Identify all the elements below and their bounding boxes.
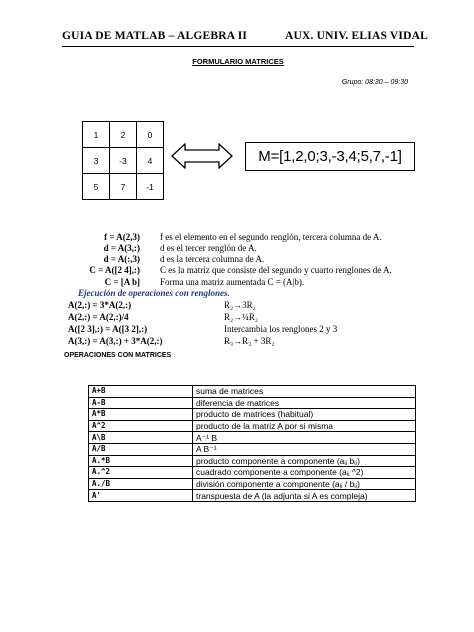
table-row (89, 420, 416, 432)
op-symbol: A^2 (89, 420, 193, 432)
index-desc: d es el tercer renglón de A. (160, 243, 257, 253)
matrix-cell: 0 (137, 122, 164, 148)
table-row (89, 432, 416, 444)
op-symbol: A/B (89, 443, 193, 455)
operations-table (88, 385, 416, 502)
rowop-code: A(2,:) = 3*A(2,:) (68, 300, 132, 310)
matrix-cell: 3 (83, 148, 110, 174)
op-desc: división componente a componente (aᵢⱼ / bᵢⱼ) (193, 478, 416, 490)
op-desc: diferencia de matrices (193, 397, 416, 409)
index-code: C = A([2 4],:) (89, 265, 140, 275)
header-right: AUX. UNIV. ELIAS VIDAL (285, 30, 428, 42)
operations-heading: OPERACIONES CON MATRICES (64, 352, 172, 359)
rowop-code: A([2 3],:) = A([3 2],:) (68, 324, 148, 334)
group-schedule: Grupo: 08:30 – 09:30 (341, 79, 408, 86)
index-desc: C es la matriz que consiste del segundo y cuarto renglones de A. (160, 265, 392, 275)
op-desc: producto de matrices (habitual) (193, 409, 416, 421)
op-symbol: A\B (89, 432, 193, 444)
matrix-cell: 1 (83, 122, 110, 148)
matrix-cell: 2 (110, 122, 137, 148)
matrix-cell: -3 (110, 148, 137, 174)
op-desc: cuadrado componente a componente (aᵢⱼ ^2) (193, 467, 416, 479)
op-symbol: A' (89, 490, 193, 502)
rowop-code: A(3,:) = A(3,:) + 3*A(2,:) (68, 336, 163, 346)
matrix-grid (82, 121, 164, 200)
rowop-code: A(2,:) = A(2,:)/4 (68, 312, 129, 322)
op-desc: A B⁻¹ (193, 443, 416, 455)
index-code: d = A(:,3) (103, 254, 140, 264)
matrix-cell: -1 (137, 174, 164, 200)
op-symbol: A.^2 (89, 467, 193, 479)
index-desc: f es el elemento en el segundo renglón, tercera columna de A. (160, 232, 382, 242)
rowop-desc: R₂→3R₂ (224, 300, 256, 310)
index-desc: Forma una matriz aumentada C = (A|b). (160, 277, 305, 287)
op-desc: A⁻¹ B (193, 432, 416, 444)
table-row (89, 386, 416, 398)
op-symbol: A.*B (89, 455, 193, 467)
table-row (89, 478, 416, 490)
op-symbol: A*B (89, 409, 193, 421)
index-code: d = A(3,:) (103, 243, 140, 253)
op-desc: transpuesta de A (la adjunta si A es compleja) (193, 490, 416, 502)
matrix-cell: 5 (83, 174, 110, 200)
op-desc: producto de la matriz A por si misma (193, 420, 416, 432)
rowop-desc: R₂→¼R₂ (224, 312, 259, 322)
rowop-desc: Intercambia los renglones 2 y 3 (224, 324, 338, 334)
op-desc: suma de matrices (193, 386, 416, 398)
table-row (89, 467, 416, 479)
rowop-desc: R₃→R₃ + 3R₂ (224, 336, 275, 346)
table-row (89, 455, 416, 467)
op-symbol: A-B (89, 397, 193, 409)
index-desc: d es la tercera columna de A. (160, 254, 265, 264)
table-row (89, 397, 416, 409)
op-symbol: A+B (89, 386, 193, 398)
header-left: GUIA DE MATLAB – ALGEBRA II (62, 30, 248, 42)
table-row (89, 443, 416, 455)
index-code: C = [A b] (104, 277, 140, 287)
matrix-definition: M=[1,2,0;3,-3,4;5,7,-1] (245, 142, 415, 171)
index-code: f = A(2,3) (104, 232, 140, 242)
matrix-cell: 4 (137, 148, 164, 174)
page-title: FORMULARIO MATRICES (192, 57, 284, 66)
op-desc: producto componente a componente (aᵢⱼ bᵢⱼ) (193, 455, 416, 467)
table-row (89, 490, 416, 502)
op-symbol: A./B (89, 478, 193, 490)
matrix-cell: 7 (110, 174, 137, 200)
header-rule (62, 46, 414, 47)
row-ops-heading: Ejecución de operaciones con renglones. (78, 288, 230, 298)
double-arrow-icon (171, 143, 233, 169)
table-row (89, 409, 416, 421)
